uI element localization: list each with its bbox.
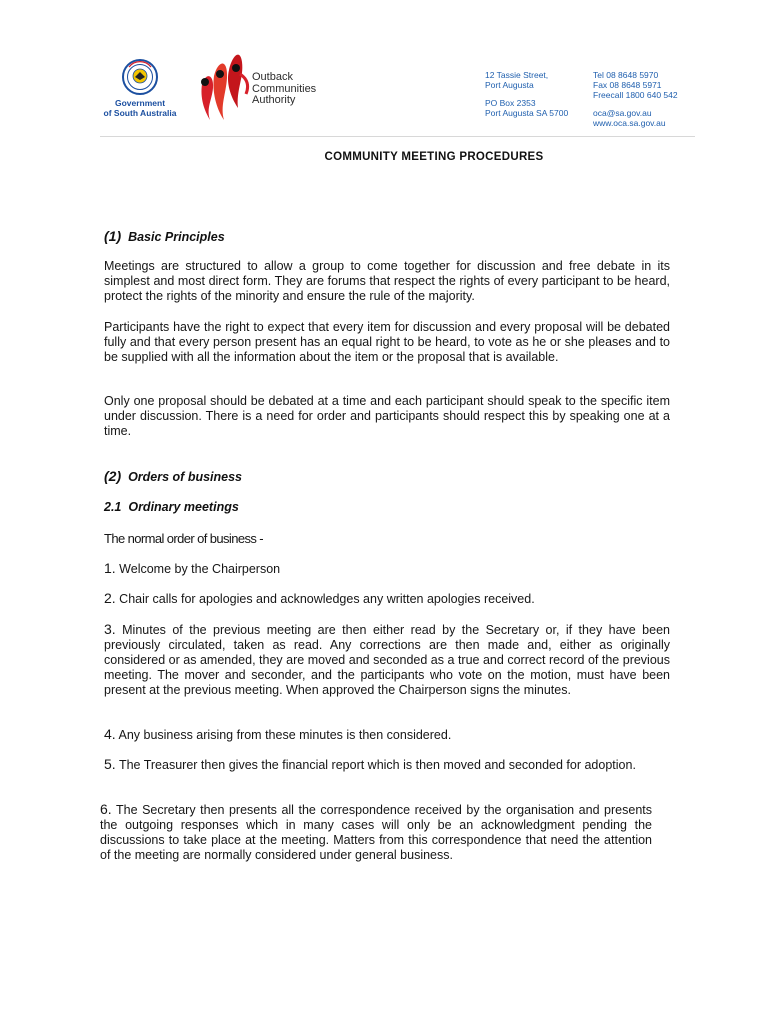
letterhead xyxy=(100,48,695,136)
organisation-name-line1: Outback xyxy=(252,71,293,83)
paragraph-basic-1: Meetings are structured to allow a group to come together for discussion and free debate in its simplest and most direct form. They are forums that respect the rights of every participant to be heard, protect the rights of the minority and ensure the rule of the majority. xyxy=(104,259,670,303)
order-item xyxy=(104,757,670,773)
organisation-name xyxy=(252,72,316,107)
order-item-text: Any business arising from these minutes is then considered. xyxy=(118,728,452,742)
order-item xyxy=(104,622,670,698)
organisation-name-line2: Communities xyxy=(252,82,317,95)
outback-figures-icon xyxy=(196,48,252,124)
section-number: (1) xyxy=(104,228,122,244)
fax-number: Fax 08 8648 5971 xyxy=(593,80,662,90)
order-item-number: 2. xyxy=(104,590,116,606)
order-item-text: Welcome by the Chairperson xyxy=(119,562,281,576)
freecall-number: Freecall 1800 640 542 xyxy=(593,90,678,100)
header-divider xyxy=(100,136,695,137)
state-crest-icon xyxy=(121,58,159,96)
order-intro: The normal order of business - xyxy=(104,531,264,546)
po-box-line2: Port Augusta SA 5700 xyxy=(485,108,569,118)
postal-address xyxy=(485,70,568,118)
order-item xyxy=(104,727,670,743)
subsection-number: 2.1 xyxy=(104,500,122,514)
po-box-line1: PO Box 2353 xyxy=(485,98,536,108)
order-item-text: The Secretary then presents all the correspondence received by the organisation and presents the outgoing responses which in many cases will only be an acknowledgment pending the discussions to take place at the meeting. Matters from this correspondence that need the attention of the meeting are normally considered under general business. xyxy=(100,803,652,862)
order-item-number: 6. xyxy=(100,801,112,817)
section-heading-basic-principles xyxy=(104,228,225,244)
organisation-name-line3: Authority xyxy=(252,94,296,106)
order-item xyxy=(104,591,670,607)
order-item-number: 1. xyxy=(104,560,116,576)
order-item xyxy=(104,561,670,577)
section-label: Basic Principles xyxy=(128,230,225,244)
government-label-line1: Government xyxy=(114,98,166,108)
section-heading-orders-of-business xyxy=(104,468,242,484)
website-link[interactable]: www.oca.sa.gov.au xyxy=(593,118,666,128)
subsection-label: Ordinary meetings xyxy=(128,500,239,514)
order-item-text: The Treasurer then gives the financial report which is then moved and seconded for adoption. xyxy=(118,758,636,772)
street-line2: Port Augusta xyxy=(485,80,534,90)
government-label-line2: of South Australia xyxy=(103,108,177,118)
paragraph-basic-3: Only one proposal should be debated at a time and each participant should speak to the specific item under discussion. There is a need for order and participants should respect this by speaking one at a time. xyxy=(104,394,670,438)
paragraph-basic-2: Participants have the right to expect that every item for discussion and every proposal will be debated fully and that every person present has an equal right to be heard, to vote as he or she pleases and to be supplied with all the information about the item or the proposal that is available. xyxy=(104,320,670,364)
order-item-text: Chair calls for apologies and acknowledges any written apologies received. xyxy=(119,592,535,606)
order-item-number: 5. xyxy=(104,756,116,772)
contact-details xyxy=(593,70,678,128)
subsection-heading-ordinary-meetings xyxy=(104,500,239,514)
order-item-number: 3. xyxy=(104,621,116,637)
order-item-text: Minutes of the previous meeting are then either read by the Secretary or, if they have been previously circulated, taken as read. Any corrections are then made and, either as originally considered or as amended, they are moved and seconded as a true and correct record of the previous meeting. The mover and seconder, and the participants who vote on the motion, must have been present at the previous meeting. When approved the Chairperson signs the minutes. xyxy=(104,623,670,697)
section-label: Orders of business xyxy=(128,470,243,484)
email-link[interactable]: oca@sa.gov.au xyxy=(593,108,652,118)
government-logo xyxy=(100,58,180,128)
section-number: (2) xyxy=(104,468,122,484)
phone-number: Tel 08 8648 5970 xyxy=(593,70,659,80)
document-title: COMMUNITY MEETING PROCEDURES xyxy=(324,151,544,163)
street-line1: 12 Tassie Street, xyxy=(485,70,549,80)
order-item xyxy=(100,802,652,863)
order-item-number: 4. xyxy=(104,726,116,742)
